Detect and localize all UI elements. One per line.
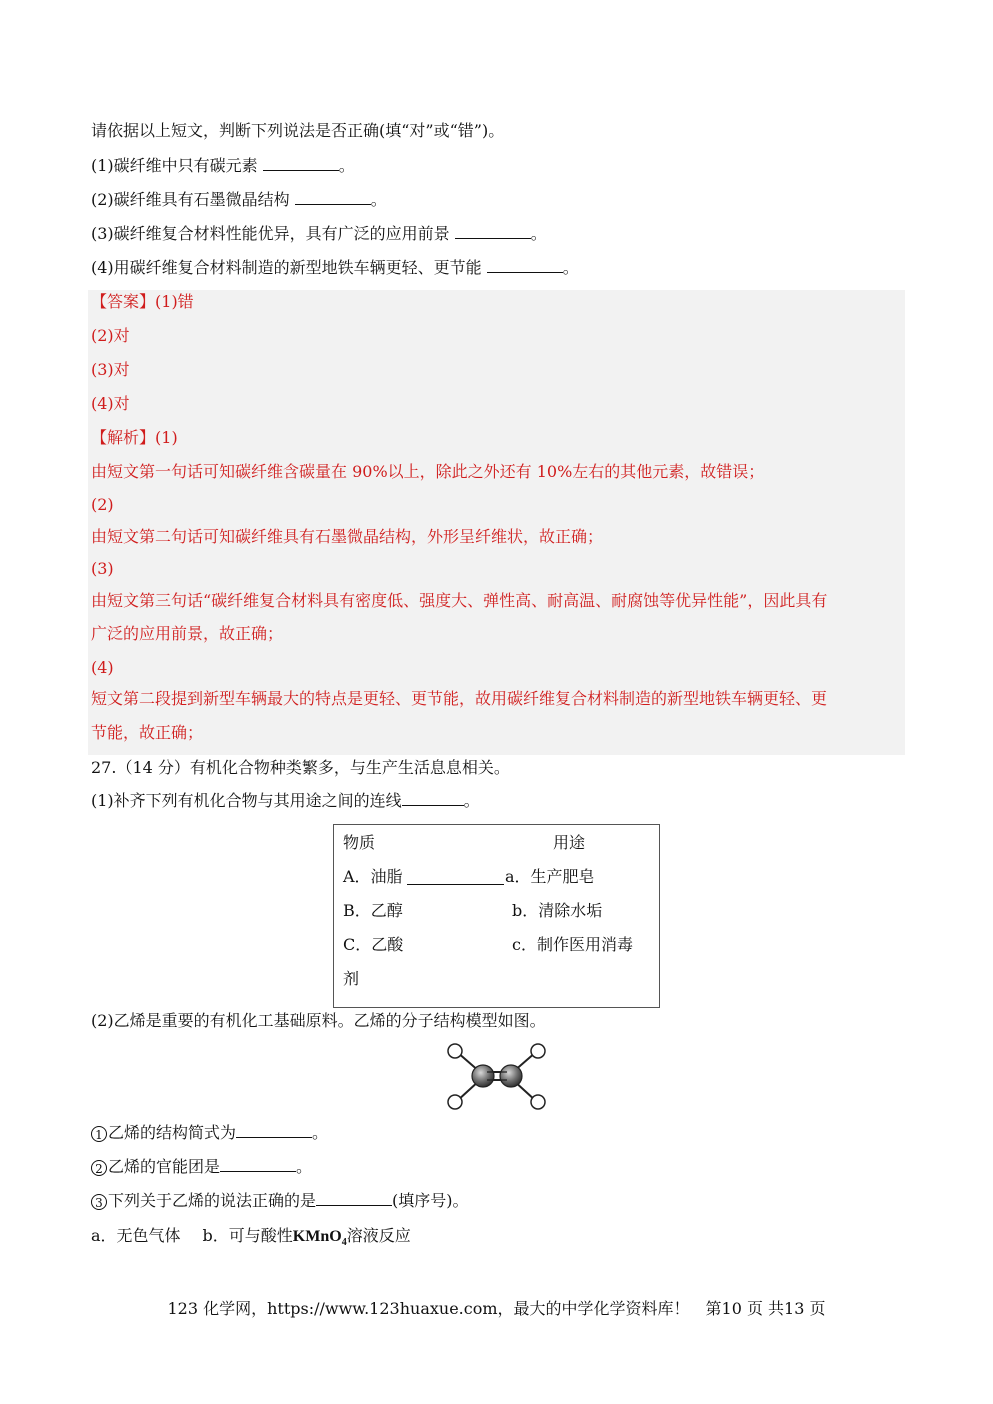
table-header-left: 物质 bbox=[343, 833, 376, 852]
question-3: (3)碳纤维复合材料性能优异，具有广泛的应用前景 。 bbox=[91, 224, 547, 243]
question-27-part2: (2)乙烯是重要的有机化工基础原料。乙烯的分子结构模型如图。 bbox=[91, 1011, 546, 1030]
analysis-line-8: (4) bbox=[91, 658, 114, 677]
hydrogen-atom bbox=[531, 1095, 545, 1109]
answer-line-3: (3)对 bbox=[91, 360, 130, 379]
circled-number-3-icon: 3 bbox=[91, 1194, 107, 1210]
options-line bbox=[91, 1225, 411, 1254]
analysis-line-9: 短文第二段提到新型车辆最大的特点是更轻、更节能，故用碳纤维复合材料制造的新型地铁车辆更轻、更 bbox=[91, 689, 828, 708]
analysis-line-6: 由短文第三句话“碳纤维复合材料具有密度低、强度大、弹性高、耐高温、耐腐蚀等优异性能”，因此具有 bbox=[91, 591, 828, 610]
answer-section bbox=[88, 290, 905, 755]
analysis-line-7: 广泛的应用前景，故正确； bbox=[91, 624, 284, 643]
carbon-atom bbox=[500, 1065, 522, 1087]
sub-question-2: 2 乙烯的官能团是 。 bbox=[91, 1156, 312, 1178]
question-2: (2)碳纤维具有石墨微晶结构 。 bbox=[91, 190, 387, 209]
answer-blank[interactable] bbox=[263, 156, 339, 171]
connecting-line bbox=[407, 884, 504, 885]
hydrogen-atom bbox=[531, 1044, 545, 1058]
intro-text: 请依据以上短文，判断下列说法是否正确(填“对”或“错”)。 bbox=[91, 121, 505, 140]
analysis-line-1: 【解析】(1) bbox=[91, 428, 178, 447]
answer-blank[interactable] bbox=[295, 190, 371, 205]
sub-question-1: 1 乙烯的结构简式为 。 bbox=[91, 1122, 328, 1144]
table-row-b-left: B．乙醇 bbox=[343, 901, 403, 920]
chemical-formula: KMnO$_4$ bbox=[292, 1228, 347, 1249]
option-a: a．无色气体 bbox=[91, 1226, 181, 1245]
question-1: (1)碳纤维中只有碳元素 。 bbox=[91, 156, 355, 175]
question-4: (4)用碳纤维复合材料制造的新型地铁车辆更轻、更节能 。 bbox=[91, 258, 579, 277]
table-row-c-left: C．乙酸 bbox=[343, 935, 404, 954]
table-row-b-right: b．清除水垢 bbox=[512, 901, 603, 920]
table-row-a-right: a．生产肥皂 bbox=[505, 867, 595, 886]
analysis-line-4: 由短文第二句话可知碳纤维具有石墨微晶结构，外形呈纤维状，故正确； bbox=[91, 527, 604, 546]
analysis-line-2: 由短文第一句话可知碳纤维含碳量在 90%以上，除此之外还有 10%左右的其他元素，故错误； bbox=[91, 462, 765, 481]
answer-blank[interactable] bbox=[236, 1123, 312, 1138]
answer-blank[interactable] bbox=[316, 1191, 392, 1206]
answer-line-2: (2)对 bbox=[91, 326, 130, 345]
question-27-part1: (1)补齐下列有机化合物与其用途之间的连线 。 bbox=[91, 791, 480, 810]
analysis-line-5: (3) bbox=[91, 559, 114, 578]
answer-blank[interactable] bbox=[487, 258, 563, 273]
analysis-line-3: (2) bbox=[91, 495, 114, 514]
ethylene-model-figure bbox=[440, 1040, 552, 1114]
sub-question-3: 3 下列关于乙烯的说法正确的是 (填序号)。 bbox=[91, 1190, 469, 1212]
matching-table bbox=[333, 824, 660, 1008]
option-b: b．可与酸性KMnO$_4$溶液反应 bbox=[202, 1226, 411, 1249]
table-row-a-left: A．油脂 bbox=[343, 867, 403, 886]
answer-line-4: (4)对 bbox=[91, 394, 130, 413]
table-header-right: 用途 bbox=[553, 833, 586, 852]
circled-number-2-icon: 2 bbox=[91, 1160, 107, 1176]
hydrogen-atom bbox=[448, 1044, 462, 1058]
answer-blank[interactable] bbox=[455, 224, 531, 239]
answer-blank[interactable] bbox=[402, 791, 464, 806]
circled-number-1-icon: 1 bbox=[91, 1126, 107, 1142]
question-27-title: 27.（14 分）有机化合物种类繁多，与生产生活息息相关。 bbox=[91, 758, 510, 777]
carbon-atom bbox=[472, 1065, 494, 1087]
table-wrap-text: 剂 bbox=[343, 969, 360, 988]
answer-tag: 【答案】 bbox=[91, 292, 156, 311]
analysis-tag: 【解析】 bbox=[91, 428, 156, 447]
hydrogen-atom bbox=[448, 1095, 462, 1109]
table-row-c-right: c．制作医用消毒 bbox=[512, 935, 633, 954]
answer-blank[interactable] bbox=[220, 1157, 296, 1172]
answer-line-1: 【答案】(1)错 bbox=[91, 292, 194, 311]
page-footer: 123 化学网，https://www.123huaxue.com，最大的中学化学资料库！ 第10 页 共13 页 bbox=[167, 1299, 826, 1318]
analysis-line-10: 节能，故正确； bbox=[91, 723, 204, 742]
